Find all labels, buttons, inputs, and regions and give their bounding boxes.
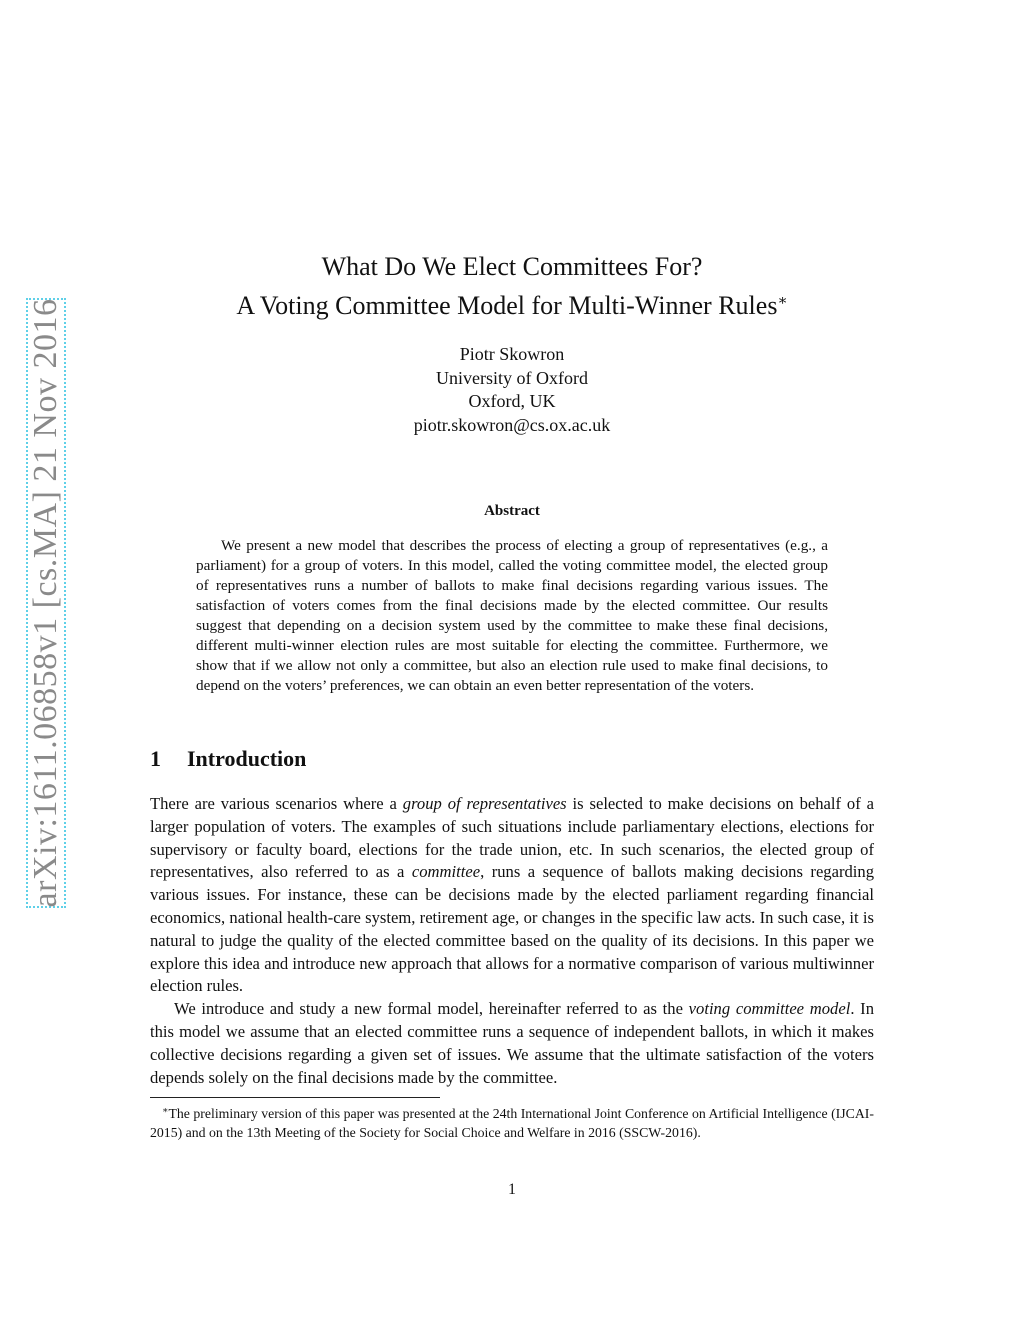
author-email: piotr.skowron@cs.ox.ac.uk	[413, 414, 611, 435]
title-line-2: A Voting Committee Model for Multi-Winner Rules∗	[236, 291, 788, 320]
emphasis-committee: committee	[411, 862, 481, 882]
author-name: Piotr Skowron	[459, 344, 565, 364]
paragraph-1: There are various scenarios where a group of representatives is selected to make decisions on behalf of a larger population of voters. The examples of such situations include parliamentary elections, elections for supervisory or faculty board, elections for the trade union, etc. In such scenarios, the elected group of representatives, also referred to as a committee, runs a sequence of ballots making decisions regarding various issues. For instance, these can be decisions made by the elected parliament regarding financial economics, national health-care system, retirement age, or changes in the specific law acts. In such case, it is natural to judge the quality of the elected committee based on the quality of its decisions. In this paper we explore this idea and introduce new approach that allows for a normative comparison of various multiwinner election rules.	[150, 794, 875, 996]
page-number: 1	[508, 1181, 516, 1198]
footnote-rule	[150, 1097, 440, 1098]
author-location: Oxford, UK	[468, 391, 556, 411]
body-text	[150, 793, 874, 1089]
emphasis-voting-committee-model: voting committee model	[688, 999, 851, 1019]
footnote-text: The preliminary version of this paper was presented at the 24th International Joint Conference on Artificial Intelligence (IJCAI-2015) and on the 13th Meeting of the Society for Social Choice and Welfare in 2016 (SSCW-2016).	[150, 1106, 874, 1140]
footnote	[150, 1102, 874, 1142]
emphasis-group-of-representatives: group of representatives	[402, 794, 567, 813]
title-footnote-mark: ∗	[777, 293, 788, 309]
author-affiliation: University of Oxford	[436, 367, 588, 388]
arxiv-identifier: arXiv:1611.06858v1 [cs.MA] 21 Nov 2016	[27, 298, 64, 908]
abstract-heading: Abstract	[484, 503, 540, 519]
paper-title	[0, 250, 1024, 323]
section-number: 1	[150, 746, 161, 771]
section-title: Introduction	[187, 746, 307, 771]
title-line-1: What Do We Elect Committees For?	[321, 252, 703, 281]
author-block	[0, 343, 1024, 437]
section-heading	[150, 746, 306, 772]
abstract-text: We present a new model that describes the process of electing a group of representatives (e.g., a parliament) for a group of voters. In this model, called the voting committee model, the elected group of representatives runs a number of ballots to make final decisions regarding various issues. The satisfaction of voters comes from the final decisions made by the elected committee. Our results suggest that depending on a decision system used by the committee to make these final decisions, different multi-winner election rules are most suitable for electing the committee. Furthermore, we show that if we allow not only a committee, but also an election rule used to make final decisions, to depend on the voters’ preferences, we can obtain an even better representation of the voters.	[196, 537, 828, 694]
paragraph-2: We introduce and study a new formal model, hereinafter referred to as the voting committee model. In this model we assume that an elected committee runs a sequence of independent ballots, in which it makes collective decisions regarding a given set of issues. We assume that the ultimate satisfaction of the voters depends solely on the final decisions made by the committee.	[150, 999, 874, 1087]
footnote-mark: ∗	[162, 1106, 169, 1116]
